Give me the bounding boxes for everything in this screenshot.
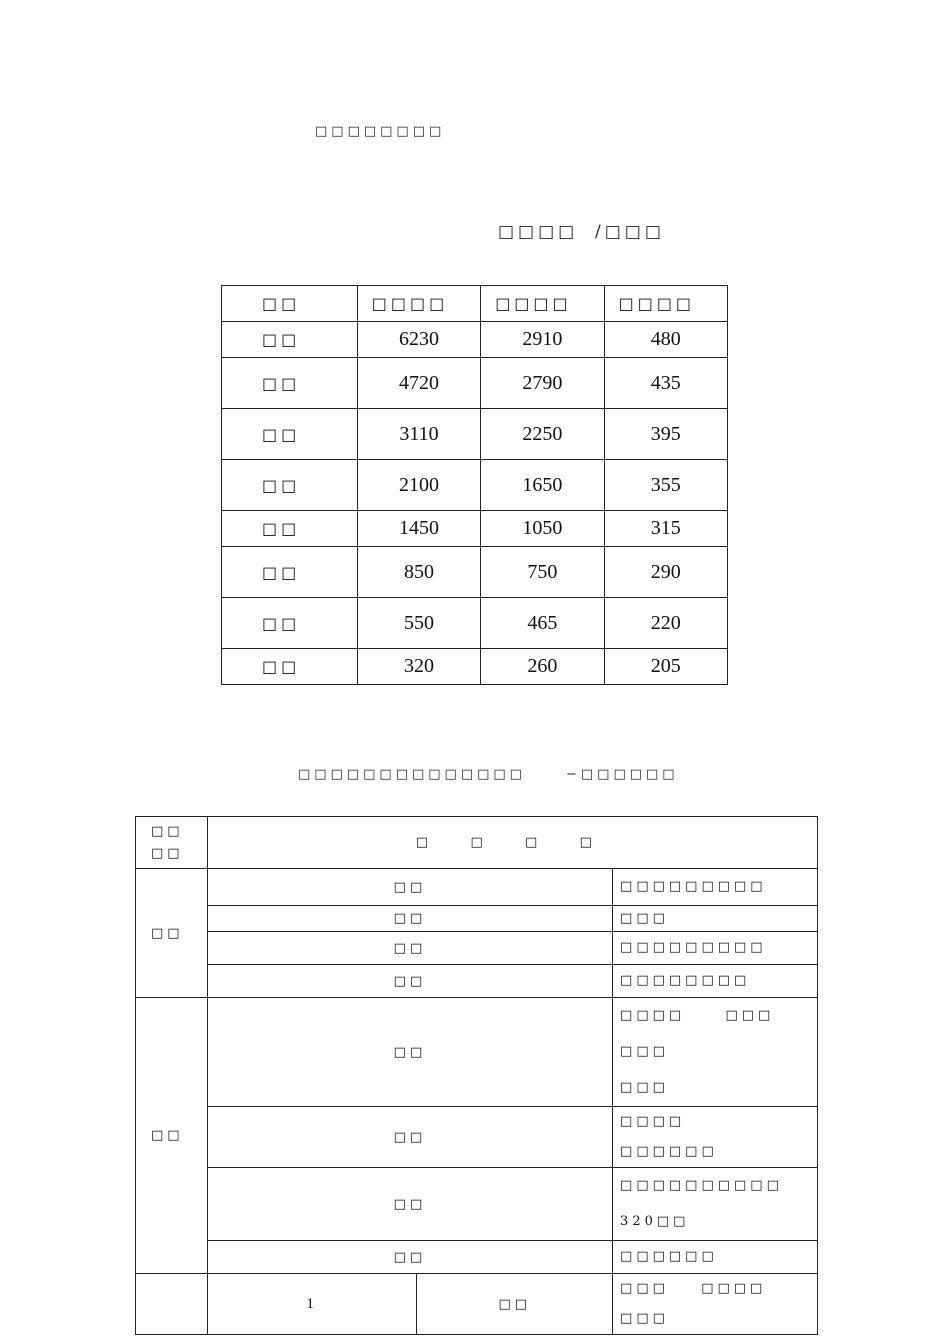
cell-value: 2790 bbox=[481, 358, 604, 409]
value-part: 320□□ bbox=[620, 1214, 690, 1229]
table-row bbox=[222, 322, 728, 358]
header-left-cell bbox=[136, 817, 208, 869]
row-label: □□ bbox=[222, 598, 358, 649]
row-label: □□ bbox=[222, 511, 358, 547]
table-row bbox=[222, 358, 728, 409]
row-value bbox=[613, 998, 818, 1107]
row-value: □□□□□□□□□ bbox=[613, 932, 818, 965]
row-label: □□ bbox=[222, 322, 358, 358]
cell-value: 260 bbox=[481, 649, 604, 685]
row-label: □□ bbox=[222, 649, 358, 685]
table-header-row bbox=[222, 286, 728, 322]
cell-value: 465 bbox=[481, 598, 604, 649]
table2-title-b: −□□□□□□ bbox=[566, 767, 679, 782]
data-table-1 bbox=[221, 285, 728, 685]
row-value bbox=[613, 1274, 818, 1335]
value-part: □□□□□□ bbox=[620, 1144, 718, 1159]
table-row bbox=[136, 906, 818, 932]
table-row bbox=[222, 547, 728, 598]
cell-value: 2250 bbox=[481, 409, 604, 460]
table-row bbox=[136, 932, 818, 965]
header-cell: □□□□ bbox=[357, 286, 480, 322]
cell-value: 435 bbox=[604, 358, 727, 409]
cell-value: 355 bbox=[604, 460, 727, 511]
table-row bbox=[222, 511, 728, 547]
row-label: □□ bbox=[207, 1107, 612, 1168]
cell-value: 395 bbox=[604, 409, 727, 460]
row-value bbox=[613, 1107, 818, 1168]
row-value: □□□□□□□□□ bbox=[613, 869, 818, 906]
header-char: □ bbox=[579, 835, 596, 850]
row-label: □□ bbox=[207, 869, 612, 906]
value-part: □□□ bbox=[620, 1080, 669, 1095]
value-part: □□□□ bbox=[701, 1281, 767, 1296]
cell-value: 1450 bbox=[357, 511, 480, 547]
value-part: □□□□□□□□□□ bbox=[620, 1178, 783, 1193]
empty-cell bbox=[136, 1274, 208, 1335]
table-row bbox=[136, 1274, 818, 1335]
cell-value: 480 bbox=[604, 322, 727, 358]
cell-value: 290 bbox=[604, 547, 727, 598]
value-part: □□□ bbox=[620, 1281, 669, 1296]
row-number: 1 bbox=[207, 1274, 417, 1335]
row-label: □□ bbox=[222, 460, 358, 511]
cell-value: 1050 bbox=[481, 511, 604, 547]
cell-value: 3110 bbox=[357, 409, 480, 460]
table-row bbox=[136, 1241, 818, 1274]
value-part: □□□ bbox=[620, 1311, 669, 1326]
table-row bbox=[222, 460, 728, 511]
table2-title-a: □□□□□□□□□□□□□□ bbox=[298, 767, 526, 782]
value-part: □□□ bbox=[620, 1044, 669, 1059]
row-value: □□□ bbox=[613, 906, 818, 932]
table-row bbox=[136, 1168, 818, 1241]
header-left-line: □□ bbox=[151, 823, 184, 839]
group-category: □□ bbox=[136, 869, 208, 998]
data-table-2 bbox=[135, 816, 818, 1335]
value-part: □□□□ bbox=[620, 1008, 686, 1023]
header-char: □ bbox=[525, 835, 542, 850]
cell-value: 750 bbox=[481, 547, 604, 598]
row-label: □□ bbox=[207, 906, 612, 932]
cell-value: 6230 bbox=[357, 322, 480, 358]
page-heading: □□□□□□□□ bbox=[315, 124, 446, 139]
cell-value: 315 bbox=[604, 511, 727, 547]
cell-value: 320 bbox=[357, 649, 480, 685]
row-label: □□ bbox=[222, 547, 358, 598]
table-row bbox=[222, 409, 728, 460]
header-main-cell bbox=[207, 817, 817, 869]
cell-value: 220 bbox=[604, 598, 727, 649]
table-row bbox=[222, 598, 728, 649]
header-char: □ bbox=[470, 835, 487, 850]
table-row bbox=[136, 1107, 818, 1168]
row-value: □□□□□□□□ bbox=[613, 965, 818, 998]
header-left-line: □□ bbox=[151, 845, 184, 861]
row-value: □□□□□□ bbox=[613, 1241, 818, 1274]
row-label: □□ bbox=[417, 1274, 613, 1335]
cell-value: 4720 bbox=[357, 358, 480, 409]
header-cell: □□□□ bbox=[604, 286, 727, 322]
row-value bbox=[613, 1168, 818, 1241]
cell-value: 850 bbox=[357, 547, 480, 598]
table-row bbox=[136, 965, 818, 998]
cell-value: 550 bbox=[357, 598, 480, 649]
header-cell: □□□□ bbox=[481, 286, 604, 322]
row-label: □□ bbox=[207, 1168, 612, 1241]
unit-label-a: □□□□ bbox=[498, 222, 579, 242]
value-part: □□□ bbox=[725, 1008, 775, 1023]
table-row bbox=[136, 869, 818, 906]
table-header-row bbox=[136, 817, 818, 869]
row-label: □□ bbox=[222, 409, 358, 460]
cell-value: 205 bbox=[604, 649, 727, 685]
table-row bbox=[136, 998, 818, 1107]
cell-value: 1650 bbox=[481, 460, 604, 511]
row-label: □□ bbox=[207, 1241, 612, 1274]
header-cell: □□ bbox=[222, 286, 358, 322]
row-label: □□ bbox=[207, 932, 612, 965]
cell-value: 2100 bbox=[357, 460, 480, 511]
row-label: □□ bbox=[207, 998, 612, 1107]
row-label: □□ bbox=[222, 358, 358, 409]
row-label: □□ bbox=[207, 965, 612, 998]
header-char: □ bbox=[415, 835, 433, 850]
unit-label-b: /□□□ bbox=[595, 222, 665, 242]
group-category: □□ bbox=[136, 998, 208, 1274]
value-part: □□□□ bbox=[620, 1114, 686, 1129]
cell-value: 2910 bbox=[481, 322, 604, 358]
table-row bbox=[222, 649, 728, 685]
